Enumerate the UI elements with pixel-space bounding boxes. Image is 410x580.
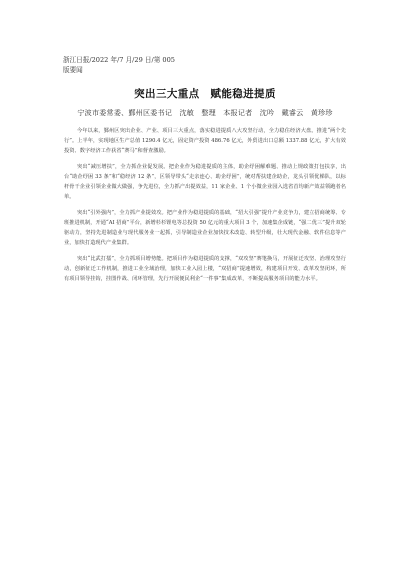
article-title: 突出三大重点 赋能稳进提质 xyxy=(134,88,276,100)
paragraph: 突出“减压增扶”，全力抓企业促发展。把企业作为稳进提质的主体，助企纾困解难题、推动上规政策打包扶享，出台“助企纾困 33 条”和“稳经济 12 条”，区领导带头“走亲连心、助企纾困”，统对帮扶建企助企，龙头引领优梯队，以标杆骨干企业引领企业做大做强，争先进位，全力抓产出提效益，11 家企业、1 个小微企业园入选省首均新产效益领跑者名单。 xyxy=(64,164,346,200)
paragraph: 突出“引外强内”，全力抓产业提效攻。把产业作为稳进提质的基础，“招大引强”提升产业竞争力，建立招商统筹、专班推进机制，开通“AI 招商”平台，新增杉杉锂电等总投资 50 亿元的重大项目 3 个，加速集企成链，“强二优三”提升双轮驱动力，坚持先进制造业与现代服务业一起抓，引导制造业企业加快技术改造、转型升级，壮大现代金融、软件信息等产业，加快打造现代产业集群。 xyxy=(64,210,346,246)
paragraph: 突出“比武打擂”，全力抓项目增势能。把项目作为稳进提质的支撑，“双攻坚”赛笔换马，开展征迁攻坚、治理攻坚行动，创新征迁工作机制，推进工业全域治理，加快工业入园上楼，“双招商”提速增效，构建项目开发、改革攻坚闭环，所有项目领导挂钩，挂图作战、闭环管理，先行开展便民利企“一件事”集成改革，不断提高服务项目的能力水平。 xyxy=(64,256,346,282)
article-body xyxy=(64,126,346,290)
section-label: 版要闻 xyxy=(63,66,83,74)
paragraph: 今年以来，鄞州区突出企业、产业、项目三大重点，落实稳进提质八大攻坚行动，全力稳住经济大盘。推进“两个先行”。上半年，实现地区生产总值 1290.4 亿元，固定资产投资 486.76 亿元，外贸进出口总额 1337.88 亿元，扩大有效投资、数字经济工作获省“赛马”和督查激励。 xyxy=(64,128,346,154)
source-line: 浙江日报/2022 年/7 月/29 日/第 005 xyxy=(63,56,175,64)
article-byline: 宁波市委常委、鄞州区委书记 沈敏 整理 本报记者 沈吟 戴睿云 黄珍珍 xyxy=(77,108,333,117)
